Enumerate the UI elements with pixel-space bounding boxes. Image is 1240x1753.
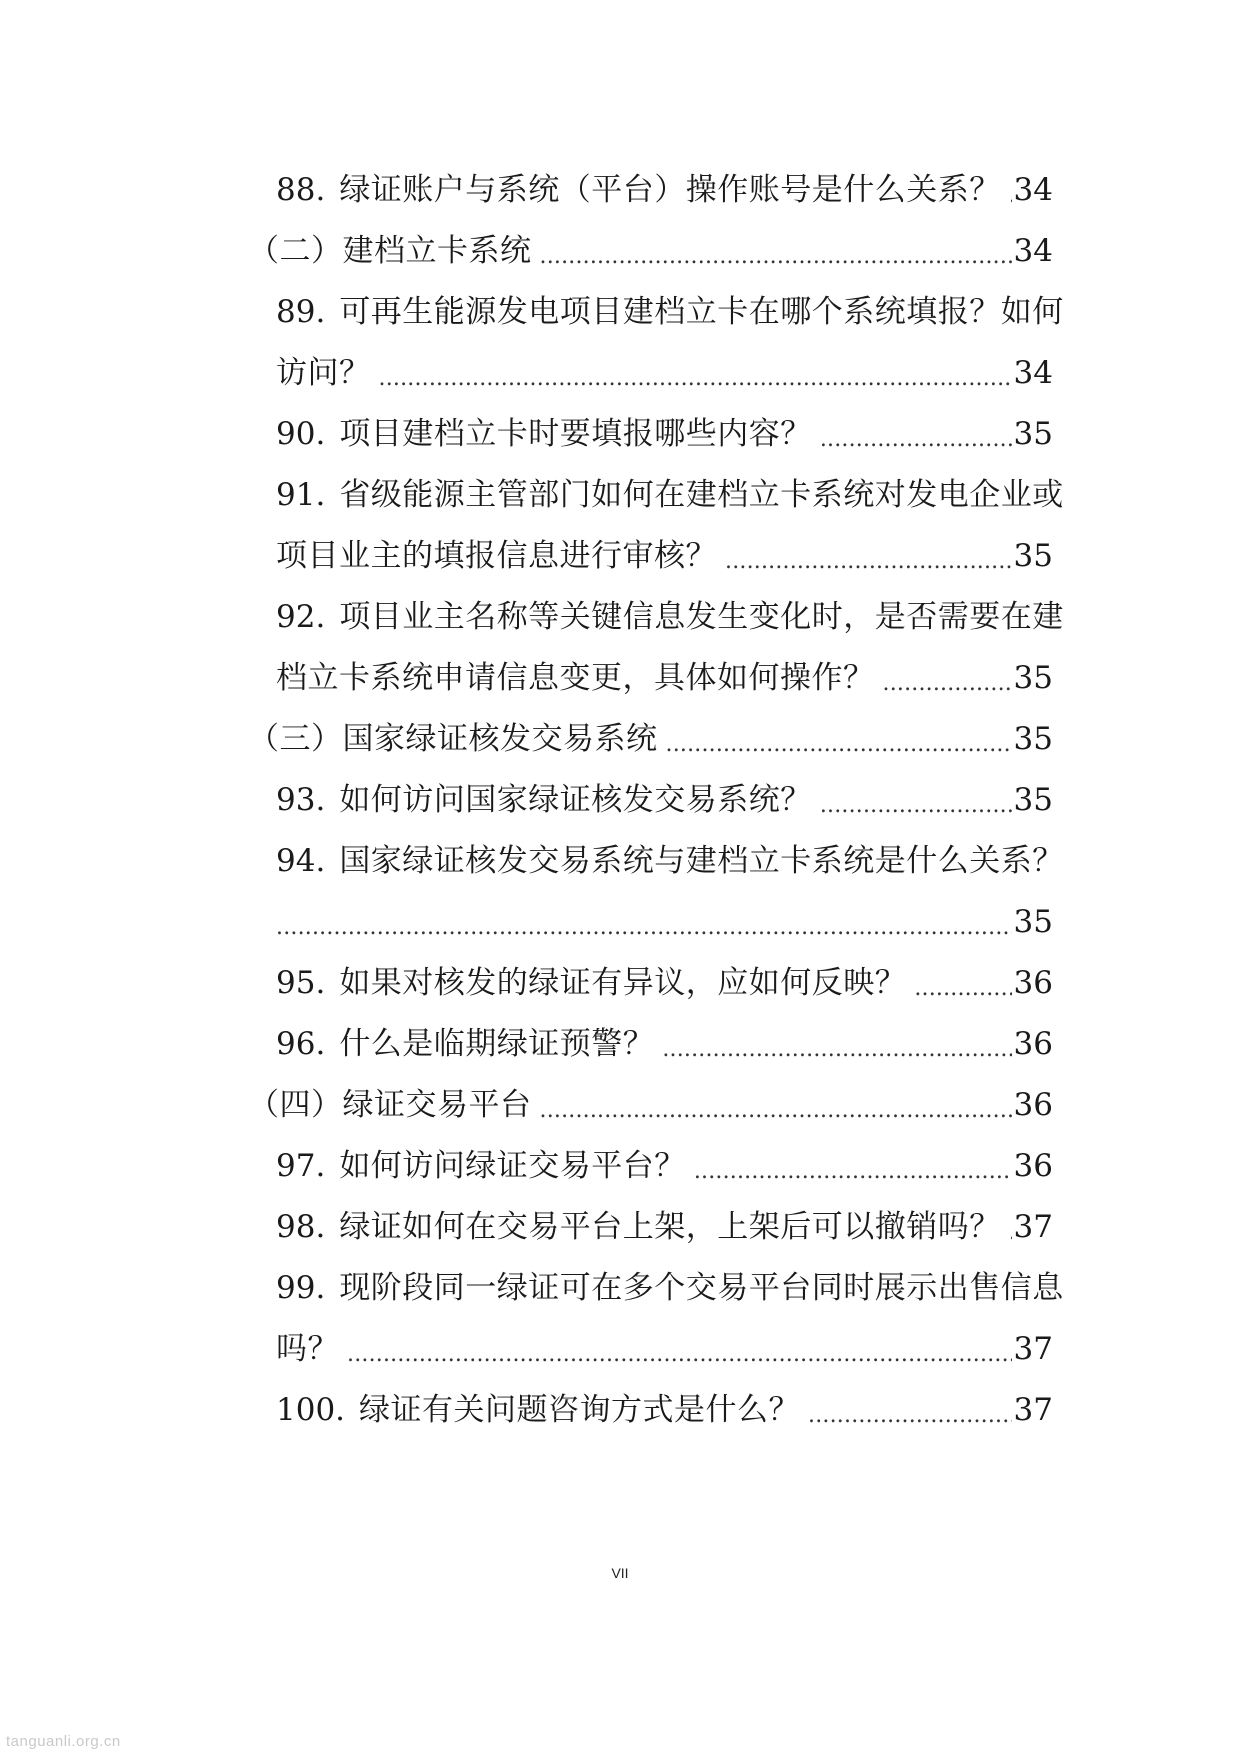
entry-number: 89. (276, 294, 326, 330)
entry-page: 36 (1013, 1026, 1053, 1062)
dot-leader (1009, 166, 1012, 226)
toc-entry-92[interactable] (276, 587, 1064, 647)
entry-page: 35 (1013, 538, 1053, 574)
toc-section-2[interactable] (248, 221, 1053, 281)
dot-leader (820, 776, 1012, 836)
entry-page: 35 (1013, 782, 1053, 818)
entry-number: 90. (276, 416, 326, 452)
section-page: 35 (1013, 721, 1053, 757)
dot-leader (540, 227, 1012, 287)
entry-page: 35 (1013, 416, 1053, 452)
dot-leader (914, 959, 1011, 1019)
toc-entry-89[interactable] (276, 282, 1064, 342)
entry-number: 95. (276, 965, 326, 1001)
entry-page: 37 (1013, 1392, 1053, 1428)
toc-entry-91-cont[interactable] (276, 526, 1053, 586)
toc-entry-98[interactable] (276, 1197, 1053, 1257)
entry-title: 绿证有关问题咨询方式是什么？ (359, 1392, 801, 1428)
entry-page: 36 (1013, 965, 1053, 1001)
dot-leader (662, 1020, 1011, 1080)
dot-leader (666, 715, 1012, 775)
entry-page: 37 (1013, 1331, 1053, 1367)
entry-title-cont: 吗？ (276, 1331, 339, 1367)
entry-title: 绿证账户与系统（平台）操作账号是什么关系？ (339, 172, 1001, 208)
dot-leader (540, 1081, 1012, 1141)
entry-number: 92. (276, 599, 326, 635)
section-title: （二）建档立卡系统 (248, 233, 532, 269)
entry-title: 国家绿证核发交易系统与建档立卡系统是什么关系？ (339, 843, 1064, 879)
entry-title: 可再生能源发电项目建档立卡在哪个系统填报？如何 (339, 294, 1064, 330)
entry-title: 如何访问绿证交易平台？ (339, 1148, 686, 1184)
toc-entry-100[interactable] (276, 1380, 1053, 1440)
entry-number: 97. (276, 1148, 326, 1184)
toc-entry-92-cont[interactable] (276, 648, 1053, 708)
dot-leader (820, 410, 1012, 470)
dot-leader (725, 532, 1012, 592)
entry-number: 88. (276, 172, 326, 208)
entry-page: 35 (1013, 660, 1053, 696)
entry-title: 如何访问国家绿证核发交易系统？ (339, 782, 812, 818)
page-number: VII (611, 1565, 629, 1581)
toc-entry-97[interactable] (276, 1136, 1053, 1196)
entry-number: 94. (276, 843, 326, 879)
entry-title: 如果对核发的绿证有异议，应如何反映？ (339, 965, 907, 1001)
toc-entry-99[interactable] (276, 1258, 1064, 1318)
toc-entry-96[interactable] (276, 1014, 1053, 1074)
entry-title: 项目建档立卡时要填报哪些内容？ (339, 416, 812, 452)
entry-number: 91. (276, 477, 326, 513)
entry-title: 绿证如何在交易平台上架，上架后可以撤销吗？ (339, 1209, 1001, 1245)
entry-title-cont: 档立卡系统申请信息变更，具体如何操作？ (276, 660, 875, 696)
entry-number: 96. (276, 1026, 326, 1062)
entry-page: 34 (1013, 172, 1053, 208)
toc-section-4[interactable] (248, 1075, 1053, 1135)
dot-leader (347, 1325, 1012, 1385)
toc-entry-94[interactable] (276, 831, 1064, 891)
entry-title: 现阶段同一绿证可在多个交易平台同时展示出售信息 (339, 1270, 1064, 1306)
dot-leader (808, 1386, 1012, 1446)
entry-title: 什么是临期绿证预警？ (339, 1026, 655, 1062)
entry-number: 93. (276, 782, 326, 818)
entry-title-cont: 访问？ (276, 355, 371, 391)
toc-entry-94-cont[interactable] (276, 892, 1053, 952)
entry-page: 36 (1013, 1148, 1053, 1184)
entry-page: 35 (1013, 904, 1053, 940)
section-title: （三）国家绿证核发交易系统 (248, 721, 658, 757)
toc-entry-88[interactable] (276, 160, 1053, 220)
entry-title: 项目业主名称等关键信息发生变化时，是否需要在建 (339, 599, 1064, 635)
dot-leader (1009, 1203, 1012, 1263)
section-page: 34 (1013, 233, 1053, 269)
toc-entry-95[interactable] (276, 953, 1053, 1013)
entry-number: 100. (276, 1392, 346, 1428)
entry-page: 37 (1013, 1209, 1053, 1245)
entry-number: 98. (276, 1209, 326, 1245)
dot-leader (694, 1142, 1012, 1202)
watermark-text: tanguanli.org.cn (6, 1733, 121, 1750)
entry-title-cont: 项目业主的填报信息进行审核？ (276, 538, 717, 574)
toc-entry-93[interactable] (276, 770, 1053, 830)
entry-number: 99. (276, 1270, 326, 1306)
entry-page: 34 (1013, 355, 1053, 391)
toc-entry-99-cont[interactable] (276, 1319, 1053, 1379)
dot-leader (379, 349, 1012, 409)
dot-leader (276, 898, 1012, 958)
toc-entry-89-cont[interactable] (276, 343, 1053, 403)
section-title: （四）绿证交易平台 (248, 1087, 532, 1123)
toc-section-3[interactable] (248, 709, 1053, 769)
toc-entry-90[interactable] (276, 404, 1053, 464)
toc-entry-91[interactable] (276, 465, 1064, 525)
entry-title: 省级能源主管部门如何在建档立卡系统对发电企业或 (339, 477, 1064, 513)
section-page: 36 (1013, 1087, 1053, 1123)
dot-leader (883, 654, 1012, 714)
